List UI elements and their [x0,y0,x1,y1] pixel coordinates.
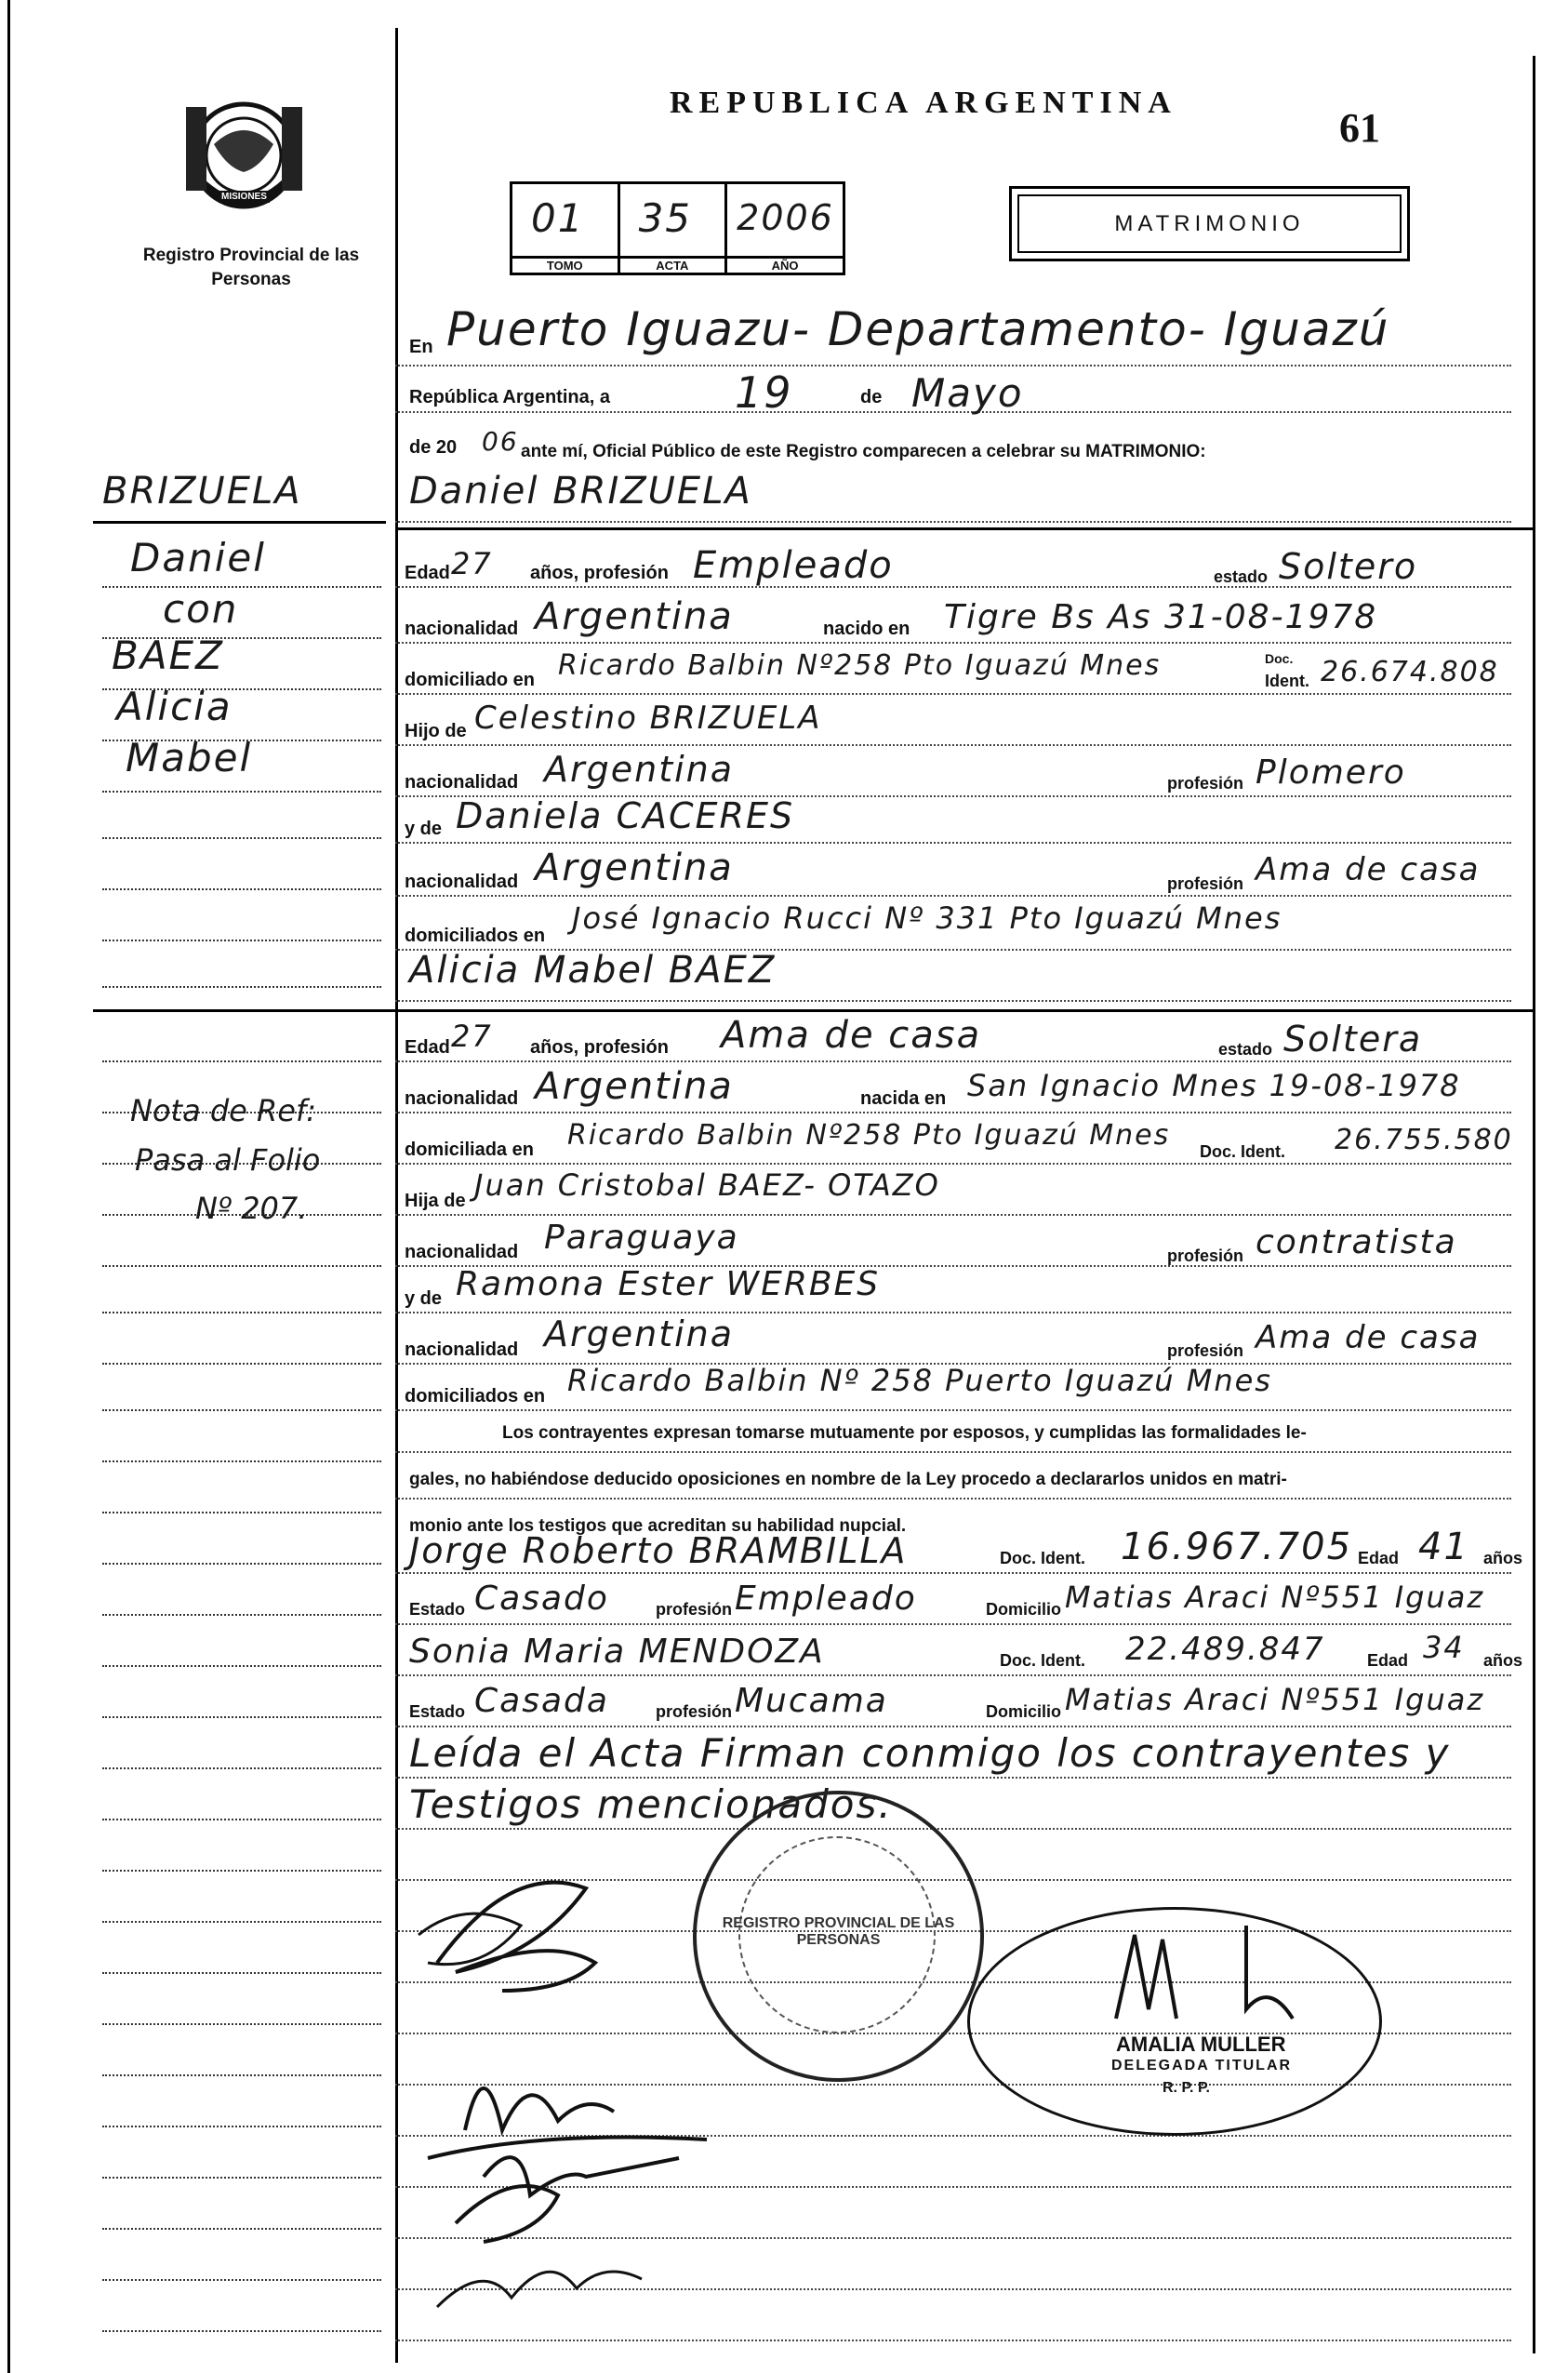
rule [395,1498,1511,1500]
round-seal-text: REGISTRO PROVINCIAL DE LAS PERSONAS [722,1915,955,1948]
seal-label: MISIONES [219,191,270,203]
margin-rule [102,637,381,639]
domicilio-label: Domicilio [986,1702,1062,1721]
section-rule [395,1009,1535,1012]
tomo-value: 01 [531,195,585,241]
city: Puerto Iguazu- Departamento- Iguazú [446,302,1390,356]
witness1-profession: Empleado [735,1580,917,1618]
groom-mother-nationality: Argentina [535,847,734,889]
margin-divider-line [395,28,398,2363]
round-seal-stamp [693,1791,984,2082]
margin-rule [102,1512,381,1513]
tomo-label: TOMO [512,256,618,273]
rule [395,744,1511,746]
margin-given-bride-2: Mabel [126,735,253,780]
witness1-name: Jorge Roberto BRAMBILLA [409,1530,908,1571]
domiciliados-label: domiciliados en [405,1386,546,1406]
day: 19 [735,367,793,418]
margin-rule [102,1614,381,1616]
profesion-label: profesión [656,1600,733,1619]
groom-father-nationality: Argentina [544,749,735,790]
domiciliados-label: domiciliados en [405,926,546,946]
margin-given-bride-1: Alicia [116,684,233,729]
groom-father-profession: Plomero [1256,753,1406,792]
margin-rule [102,1363,381,1365]
domiciliada-label: domiciliada en [405,1140,534,1160]
bride-parents-address: Ricardo Balbin Nº 258 Puerto Iguazú Mnes [567,1363,1272,1398]
margin-rule [102,688,381,690]
rule [395,693,1511,695]
profesion-label: profesión [1167,1341,1244,1360]
witness2-address: Matias Araci Nº551 Iguaz [1065,1682,1485,1717]
bride-father: Juan Cristobal BAEZ- OTAZO [474,1167,940,1203]
doc-ident-label: Doc. Ident. [1000,1651,1086,1670]
ident-label: Ident. [1265,672,1309,690]
margin-surname-bride: BAEZ [112,633,224,678]
edad-label: Edad [405,563,450,583]
witness2-name: Sonia Maria MENDOZA [409,1633,825,1671]
country-title: REPUBLICA ARGENTINA [670,86,1177,120]
rule [395,1726,1511,1727]
margin-note-line-1: Nota de Ref: [130,1093,316,1128]
declaration-line-1: Los contrayentes expresan tomarse mutuamente por esposos, y cumplidas las formalidades le- [502,1423,1307,1443]
bride-mother: Ramona Ester WERBES [456,1265,881,1303]
margin-rule [102,1972,381,1974]
nacionalidad-label: nacionalidad [405,1242,519,1262]
rule [395,1112,1511,1113]
margin-connector: con [163,586,239,632]
rule [395,1000,1511,1002]
anio-value: 2006 [737,197,834,238]
groom-parents-address: José Ignacio Rucci Nº 331 Pto Iguazú Mnes [572,900,1282,936]
republica-label: República Argentina, a [409,387,610,407]
margin-rule [102,2074,381,2076]
month: Mayo [911,370,1024,416]
bride-profession: Ama de casa [721,1014,982,1057]
margin-rule [102,586,381,588]
margin-given-groom: Daniel [130,535,266,580]
anio-cell [727,184,843,273]
domicilio-label: Domicilio [986,1600,1062,1619]
anos-profesion-label: años, profesión [530,563,669,583]
margin-rule [102,888,381,890]
rule [395,1623,1511,1625]
witness1-age: 41 [1418,1526,1469,1568]
acta-cell [620,184,728,273]
bride-name: Alicia Mabel BAEZ [409,949,777,992]
rule [395,1409,1511,1411]
bride-nationality: Argentina [535,1065,734,1108]
groom-mother-profession: Ama de casa [1256,851,1481,888]
margin-rule [102,1060,381,1062]
estado-label: estado [1214,567,1269,586]
rule [395,642,1511,644]
declaration-line-2: gales, no habiéndose deducido oposiciones en nombre de la Ley procedo a declararlos unidos en matri- [409,1470,1287,1489]
profesion-label: profesión [1167,874,1244,893]
anos-label: años [1483,1549,1523,1567]
margin-rule [102,940,381,941]
margin-rule [102,2330,381,2332]
rule [395,1163,1511,1165]
nacionalidad-label: nacionalidad [405,872,519,892]
anos-profesion-label: años, profesión [530,1037,669,1058]
rule [395,1777,1511,1779]
year-suffix: 06 [482,426,519,457]
ante-mi-text: ante mí, Oficial Público de este Registro comparecen a celebrar su MATRIMONIO: [521,442,1206,461]
section-rule [395,527,1535,530]
groom-mother: Daniela CACERES [456,795,795,836]
rule [395,1451,1511,1453]
closing-line-2: Testigos mencionados. [409,1781,893,1827]
de-label: de [860,387,883,407]
act-type-box [1009,186,1410,261]
margin-rule [102,2023,381,2025]
act-type-label: MATRIMONIO [1017,194,1402,253]
margin-rule [102,1563,381,1565]
bride-mother-profession: Ama de casa [1256,1319,1481,1356]
bride-age: 27 [451,1019,493,1054]
margin-rule [102,1716,381,1718]
registry-name: Registro Provincial de las Personas [142,246,360,289]
rule [395,1572,1511,1574]
right-border-line [1533,56,1535,2353]
edad-label: Edad [1367,1651,1409,1670]
witness2-profession: Mucama [735,1682,888,1720]
margin-rule [102,1870,381,1872]
bride-address: Ricardo Balbin Nº258 Pto Iguazú Mnes [567,1119,1171,1152]
domiciliado-label: domiciliado en [405,670,536,690]
en-label: En [409,337,433,357]
margin-rule [102,740,381,741]
margin-rule [102,1312,381,1313]
nacido-label: nacido en [823,619,910,639]
margin-section-rule [93,1009,395,1012]
hija-label: Hija de [405,1191,466,1211]
bride-born: San Ignacio Mnes 19-08-1978 [967,1068,1461,1103]
profesion-label: profesión [1167,1246,1244,1265]
anio-label: AÑO [727,256,843,273]
groom-father: Celestino BRIZUELA [474,700,822,737]
margin-rule [102,791,381,793]
witness1-status: Casado [474,1580,609,1618]
official-org: R. P. P. [1163,2080,1210,2096]
doc-ident-label: Doc. Ident. [1000,1549,1086,1567]
groom-born: Tigre Bs As 31-08-1978 [944,598,1378,636]
anos-label: años [1483,1651,1523,1670]
margin-rule [102,1460,381,1462]
rule [395,842,1511,844]
bride-father-profession: contratista [1256,1223,1457,1261]
left-border-line [7,0,10,2373]
margin-rule [102,1409,381,1411]
witness2-doc: 22.489.847 [1125,1631,1325,1668]
folio-number: 61 [1339,105,1380,151]
acta-value: 35 [638,195,693,241]
hijo-label: Hijo de [405,721,467,741]
official-signature [1107,1916,1311,2028]
year-prefix: de 20 [409,437,458,458]
witness1-address: Matias Araci Nº551 Iguaz [1065,1580,1485,1615]
profesion-label: profesión [1167,774,1244,793]
margin-rule [102,1767,381,1769]
margin-rule [102,2126,381,2127]
rule [395,1674,1511,1676]
record-number-box [510,181,845,275]
margin-rule [102,837,381,839]
doc-ident-label: Doc. Ident. [1200,1142,1286,1161]
declaration-line-3: monio ante los testigos que acreditan su habilidad nupcial. [409,1516,907,1536]
margin-rule [102,2279,381,2281]
witness1-doc: 16.967.705 [1121,1526,1353,1568]
estado-cap-label: Estado [409,1600,466,1619]
rule [395,365,1511,367]
rule [395,1214,1511,1216]
bride-status: Soltera [1283,1019,1423,1060]
nacionalidad-label: nacionalidad [405,1340,519,1360]
edad-label: Edad [405,1037,450,1058]
nacionalidad-label: nacionalidad [405,772,519,793]
groom-doc-prefix: Doc. [1265,651,1294,666]
groom-profession: Empleado [693,544,894,587]
estado-label: estado [1218,1040,1273,1059]
bride-mother-nationality: Argentina [544,1313,735,1354]
margin-rule [102,1921,381,1923]
margin-rule [102,1819,381,1820]
estado-cap-label: Estado [409,1702,466,1721]
witness2-age: 34 [1423,1630,1465,1665]
margin-surname-groom: BRIZUELA [102,470,302,513]
nacida-label: nacida en [860,1088,947,1109]
official-title: DELEGADA TITULAR [1111,2058,1293,2073]
margin-rule [102,1665,381,1667]
bride-father-nationality: Paraguaya [544,1219,739,1257]
y-de-label: y de [405,1288,443,1309]
rule [395,521,1511,523]
margin-rule [102,1265,381,1267]
groom-address: Ricardo Balbin Nº258 Pto Iguazú Mnes [558,649,1162,682]
tomo-cell [512,184,620,273]
margin-note-line-2: Pasa al Folio [135,1142,321,1178]
bride-doc: 26.755.580 [1335,1124,1513,1156]
margin-rule [102,2228,381,2230]
margin-note-line-3: Nº 207. [195,1191,308,1226]
rule [395,1060,1511,1062]
margin-rule [102,2177,381,2179]
margin-rule [102,986,381,988]
groom-name: Daniel BRIZUELA [409,470,752,513]
rule [395,895,1511,897]
y-de-label: y de [405,819,443,839]
witness2-status: Casada [474,1682,609,1720]
groom-doc: 26.674.808 [1321,656,1499,688]
nacionalidad-label: nacionalidad [405,619,519,639]
nacionalidad-label: nacionalidad [405,1088,519,1109]
profesion-label: profesión [656,1702,733,1721]
closing-line-1: Leída el Acta Firman conmigo los contrayentes y [409,1730,1451,1776]
margin-underline [93,521,386,524]
official-name: AMALIA MULLER [1116,2033,1286,2056]
groom-age: 27 [451,546,493,581]
groom-nationality: Argentina [535,595,734,638]
acta-label: ACTA [620,256,725,273]
groom-status: Soltero [1279,546,1418,587]
provincial-seal [167,88,321,228]
edad-label: Edad [1358,1549,1400,1567]
